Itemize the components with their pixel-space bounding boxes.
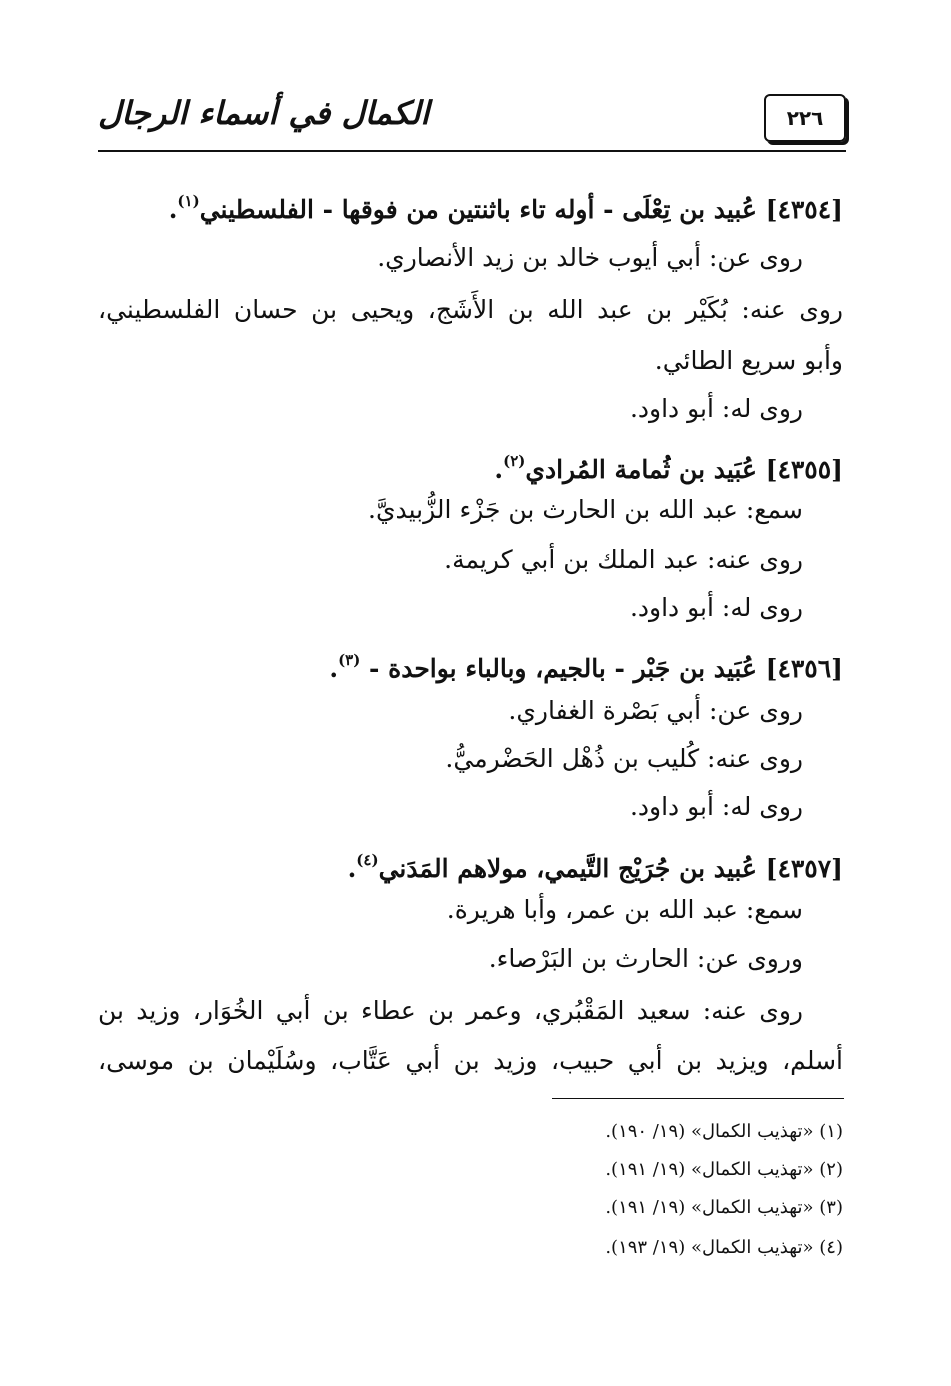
footnote: (٤) «تهذيب الكمال» (١٩/ ١٩٣). — [605, 1237, 843, 1258]
text-line: روى عنه: سعيد المَقْبُري، وعمر بن عطاء بن أبي الخُوَار، وزيد بن — [98, 996, 803, 1025]
entry-heading — [169, 183, 843, 228]
entry-heading — [329, 642, 843, 687]
text-line: سمع: عبد الله بن الحارث بن جَزْء الزُّبيديَّ. — [368, 495, 803, 524]
entry-number: [٤٣٥٤] — [765, 195, 843, 224]
text-line: روى عن: أبي أيوب خالد بن زيد الأنصاري. — [377, 243, 803, 272]
book-title: الكمال في أسماء الرجال — [98, 94, 430, 132]
entry-end: . — [168, 195, 178, 224]
entry-title: عُبَيد بن جَبْر - بالجيم، وبالباء بواحدة - — [360, 654, 766, 683]
footnote-ref: (٤) — [356, 851, 379, 869]
footnote-divider — [552, 1098, 844, 1099]
header-divider — [98, 150, 846, 152]
text-line: روى عنه: كُليب بن ذُهْل الحَضْرميُّ. — [445, 744, 803, 773]
text-line: وروى عن: الحارث بن البَرْصاء. — [488, 944, 803, 973]
footnote-ref: (٢) — [503, 452, 526, 470]
text-line: وأبو سريع الطائي. — [654, 346, 843, 375]
text-line: روى له: أبو داود. — [629, 593, 803, 622]
footnote: (١) «تهذيب الكمال» (١٩/ ١٩٠). — [605, 1121, 843, 1142]
text-line: روى له: أبو داود. — [629, 394, 803, 423]
text-line: سمع: عبد الله بن عمر، وأبا هريرة. — [446, 895, 803, 924]
entry-end: . — [329, 654, 339, 683]
text-line: روى عن: أبي بَصْرة الغفاري. — [508, 696, 803, 725]
footnote-ref: (٣) — [338, 651, 361, 669]
page-number: ٢٢٦ — [764, 94, 846, 142]
entry-number: [٤٣٥٧] — [765, 854, 843, 883]
page-header — [98, 88, 846, 148]
entry-end: . — [494, 455, 504, 484]
footnote: (٣) «تهذيب الكمال» (١٩/ ١٩١). — [605, 1197, 843, 1218]
footnote: (٢) «تهذيب الكمال» (١٩/ ١٩١). — [605, 1159, 843, 1180]
entry-title: عُبيد بن تِعْلَى - أوله تاء باثنتين من فوقها - الفلسطيني — [199, 195, 766, 224]
text-line: روى له: أبو داود. — [629, 792, 803, 821]
footnote-ref: (١) — [177, 192, 200, 210]
entry-number: [٤٣٥٦] — [765, 654, 843, 683]
entry-title: عُبيد بن جُرَيْج التَّيمي، مولاهم المَدَني — [378, 854, 766, 883]
text-line: روى عنه: عبد الملك بن أبي كريمة. — [444, 545, 803, 574]
entry-title: عُبَيد بن ثُمامة المُرادي — [525, 455, 766, 484]
entry-number: [٤٣٥٥] — [765, 455, 843, 484]
text-line: أسلم، ويزيد بن أبي حبيب، وزيد بن أبي عَتَّاب، وسُلَيْمان بن موسى، — [98, 1046, 843, 1075]
entry-heading — [494, 443, 843, 488]
entry-end: . — [347, 854, 357, 883]
text-line: روى عنه: بُكَيْر بن عبد الله بن الأَشَج، ويحيى بن حسان الفلسطيني، — [98, 295, 843, 324]
entry-heading — [348, 842, 843, 887]
